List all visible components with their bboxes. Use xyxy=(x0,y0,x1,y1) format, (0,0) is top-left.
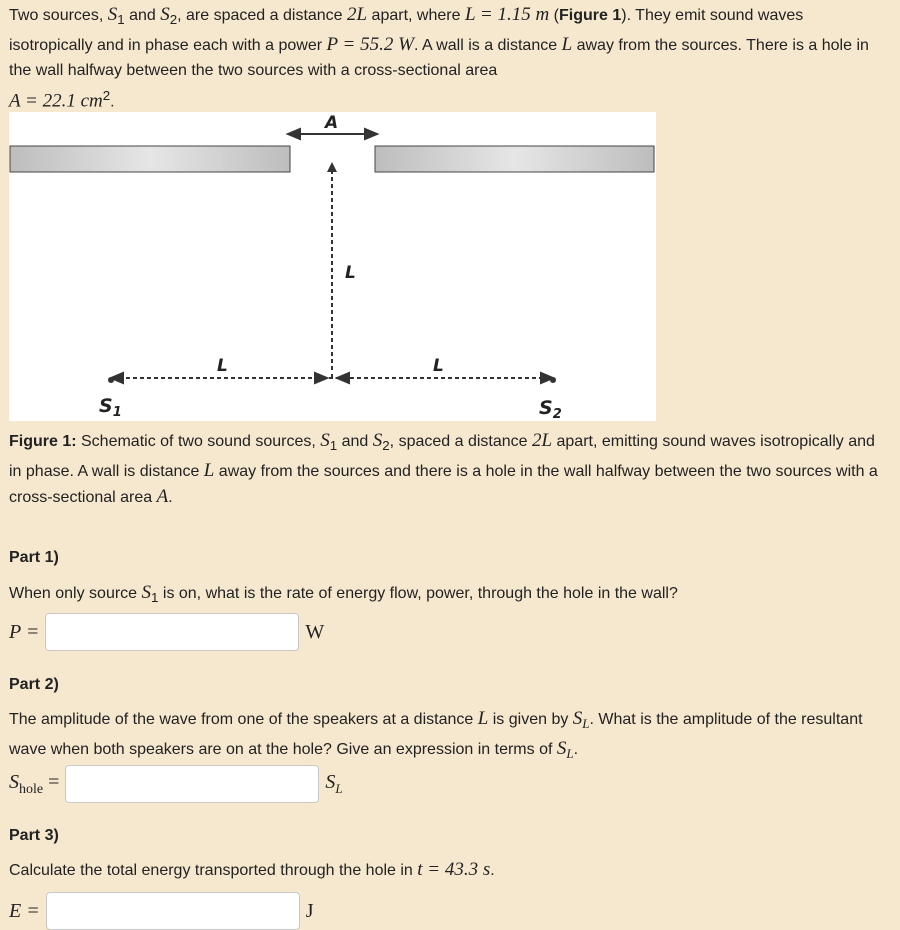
part2-unit: $S_L$ xyxy=(325,771,343,796)
wall-left xyxy=(10,146,290,172)
label-L-vertical: L xyxy=(345,263,356,283)
figure-1 xyxy=(9,112,656,421)
part2-lhs: $S_{hole}$ = xyxy=(9,770,60,797)
part1-heading: Part 1) xyxy=(9,549,59,566)
label-S1: $S_1$ xyxy=(99,395,122,420)
energy-input[interactable] xyxy=(46,892,300,930)
part3-heading: Part 3) xyxy=(9,827,59,844)
problem-statement: Two sources, $S_1$ and $S_2$, are spaced a distance 2L apart, where L = 1.15 m (Figure 1). They emit sound waves isotropically and in phase each with a power P = 55.2 W. A wall is a distance L away from the sources. There is a hole in the wall halfway between the two sources with a cross-sectional area A = 22.1 $cm^2$. xyxy=(9,4,869,112)
part2-answer-row xyxy=(9,765,343,803)
part1-lhs: P = xyxy=(9,620,40,643)
label-L-left: L xyxy=(217,356,228,376)
part2-question: The amplitude of the wave from one of the speakers at a distance L is given by $S_L$. What is the amplitude of the resultant wave when both speakers are on at the hole? Give an expression in terms of $S_L$. xyxy=(9,708,863,762)
part1-unit: W xyxy=(305,620,325,643)
vertical-distance-arrow xyxy=(327,162,337,377)
label-S2: $S_2$ xyxy=(539,397,562,421)
label-L-right: L xyxy=(433,356,444,376)
figure-caption: Figure 1: Schematic of two sound sources, $S_1$ and $S_2$, spaced a distance 2L apart, emitting sound waves isotropically and in phase. A wall is distance L away from the sources and there is a hole in the wall halfway between the two sources with a cross-sectional area A. xyxy=(9,430,878,508)
part1-answer-row xyxy=(9,613,324,651)
source-s1-dot xyxy=(108,377,114,383)
figure-link[interactable]: Figure 1 xyxy=(559,7,622,24)
label-A: A xyxy=(325,113,339,133)
part2-heading: Part 2) xyxy=(9,676,59,693)
source-s2-dot xyxy=(550,377,556,383)
part3-question: Calculate the total energy transported through the hole in t = 43.3 s. xyxy=(9,859,495,880)
part3-answer-row xyxy=(9,892,314,930)
amplitude-input[interactable] xyxy=(65,765,319,803)
part3-unit: J xyxy=(305,899,314,922)
part3-lhs: E = xyxy=(9,899,40,922)
wall-right xyxy=(375,146,654,172)
part1-question: When only source $S_1$ is on, what is the rate of energy flow, power, through the hole in the wall? xyxy=(9,582,678,606)
power-input[interactable] xyxy=(45,613,299,651)
